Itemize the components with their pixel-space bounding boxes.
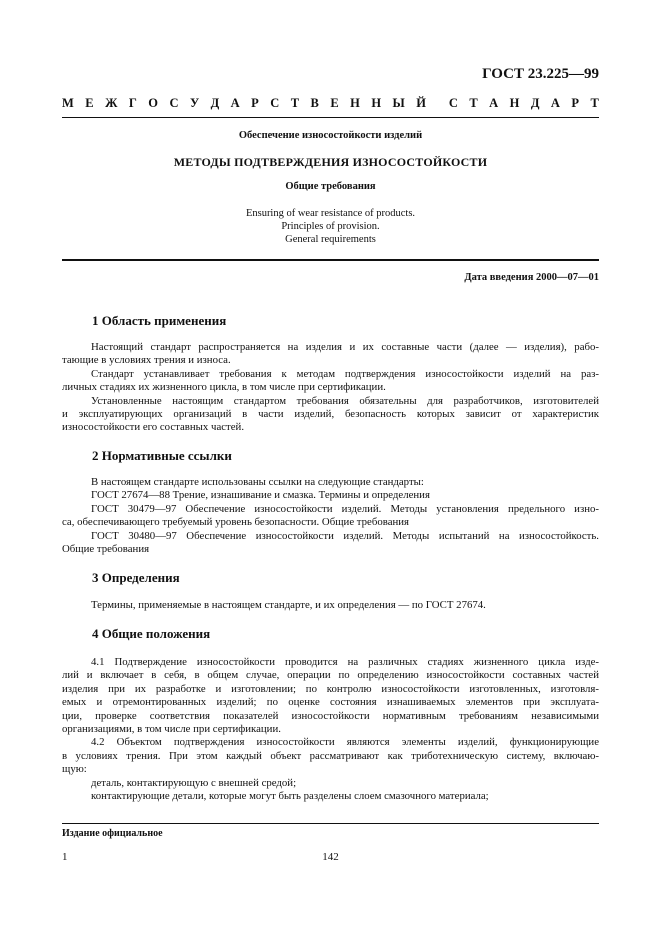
text-line: Общие требования [62,543,150,556]
banner-letter: Ы [392,96,405,110]
text-line: Настоящий стандарт распространяется на изделия и их составные части (далее — изделия), рабо- [91,341,599,353]
left-page-marker: 1 [62,851,68,863]
banner-letter: А [489,96,499,110]
series-title: Обеспечение износостойкости изделий [238,130,423,141]
section-body-3 [62,599,599,612]
banner-letter: Р [251,96,259,110]
banner-letter: Е [330,96,339,110]
banner-letter: Н [350,96,360,110]
banner-letter: Д [530,96,540,110]
section-heading-1: 1 Область применения [92,313,227,328]
edition-label: Издание официальное [62,828,163,839]
banner-letter: Т [590,96,599,110]
text-line: Установленные настоящим стандартом требования обязательны для разработчиков, изготовителей [91,394,599,407]
page-number: 142 [322,851,339,863]
title-rule [62,259,599,261]
section-heading-4: 4 Общие положения [92,626,211,641]
header-rule [62,117,599,118]
text-line: ции, проверке соответствия показателей износостойкости нормативным требованиям независимыми [62,709,599,722]
text-line: ГОСТ 27674—88 Трение, изнашивание и смазка. Термины и определения [91,489,430,502]
banner-letter: А [230,96,240,110]
banner-letter: М [62,96,74,110]
text-line: Стандарт устанавливает требования к методам подтверждения износостойкости изделий на раз- [91,367,599,380]
banner-letter: В [310,96,319,110]
text-line: ГОСТ 30480—97 Обеспечение износостойкости изделий. Методы испытаний на износостойкость. [91,529,599,542]
text-line: деталь, контактирующую с внешней средой; [91,776,297,789]
footer-rule [62,823,599,824]
text-line: В настоящем стандарте использованы ссылки на следующие стандарты: [91,476,424,488]
banner-letter: Е [85,96,94,110]
section-heading-3: 3 Определения [92,570,180,585]
section-body-1 [62,341,599,435]
interstate-standard-banner [62,96,599,111]
banner-letter: Р [571,96,580,110]
text-line: ГОСТ 30479—97 Обеспечение износостойкости изделий. Методы установления предельного изно- [91,502,599,515]
introduction-date: Дата введения 2000—07—01 [464,272,599,283]
text-line: организациями, в том числе при сертификации. [62,723,281,736]
banner-letter: А [550,96,560,110]
text-line: в условиях трения. При этом каждый объект рассматривают как триботехническую систему, включаю- [62,749,599,762]
text-line: Термины, применяемые в настоящем стандарте, и их определения — по ГОСТ 27674. [91,599,486,611]
english-title-line: General requirements [285,234,376,245]
banner-letter: С [448,96,458,110]
banner-letter: Г [128,96,137,110]
text-line: изделия при их разработке и изготовлении; по контролю износостойкости изготовленных, изготовля- [62,682,599,695]
banner-letter: Т [469,96,478,110]
banner-letter: О [148,96,159,110]
banner-letter: Й [416,96,426,110]
text-line: лий и включает в себя, в общем случае, операции по определению износостойкости составных частей [62,669,599,682]
text-line: личных стадиях их жизненного цикла, в том числе при сертификации. [62,381,386,394]
text-line: щую: [62,763,87,776]
banner-letter: С [270,96,280,110]
text-line: износостойкости его составных частей. [62,421,245,434]
english-title [62,207,599,246]
subtitle: Общие требования [285,181,376,192]
text-line: тающие в условиях трения и износа. [62,354,231,367]
text-line: са, обеспечивающего требуемый уровень безопасности. Общие требования [62,516,410,529]
document-number: ГОСТ 23.225—99 [482,66,599,82]
banner-letter: Д [210,96,220,110]
main-title: МЕТОДЫ ПОДТВЕРЖДЕНИЯ ИЗНОСОСТОЙКОСТИ [173,155,488,169]
section-body-2 [62,476,599,556]
english-title-line: Ensuring of wear resistance of products. [245,208,416,219]
section-heading-2: 2 Нормативные ссылки [92,448,232,463]
banner-letter: Н [371,96,382,110]
section-body-4 [62,656,599,803]
text-line: емых и отремонтированных изделий; по оценке состояния изнашиваемых элементов при эксплуата- [62,696,599,709]
text-line: 4.2 Объектом подтверждения износостойкости являются элементы изделий, функционирующие [91,736,599,749]
text-line: контактирующие детали, которые могут быть разделены слоем смазочного материала; [91,790,489,803]
banner-letter: У [189,96,200,110]
banner-letter: С [169,96,179,110]
banner-letter: Ж [105,96,118,110]
banner-letter: Н [509,96,520,110]
text-line: и эксплуатирующих организаций в части изделий, безопасность которых зависит от характеристик [62,408,599,421]
text-line: 4.1 Подтверждение износостойкости проводится на различных стадиях жизненного цикла изде- [91,656,599,668]
english-title-line: Principles of provision. [281,221,380,232]
banner-letter: Т [290,96,300,110]
